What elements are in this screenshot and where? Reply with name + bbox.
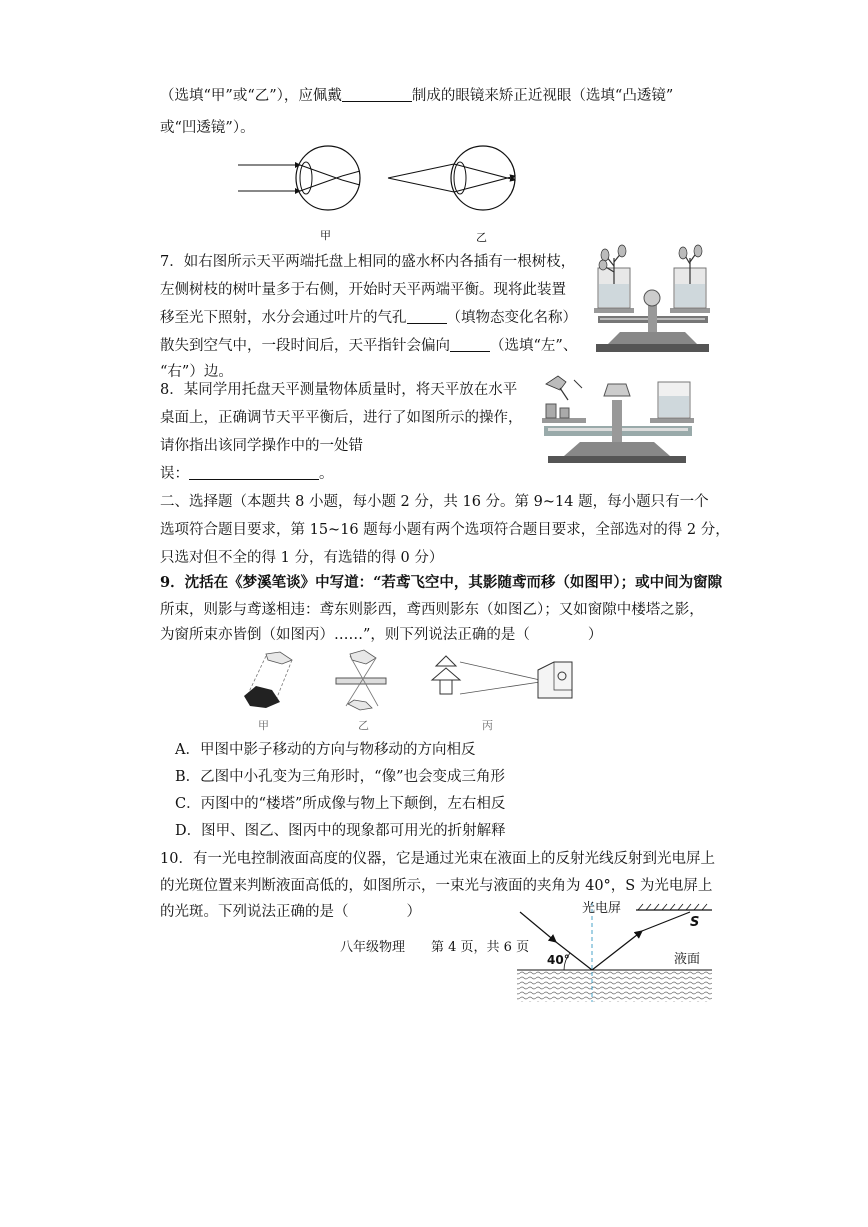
eye-yi xyxy=(388,146,515,210)
kite-shadow-svg xyxy=(236,648,596,718)
fig-bing xyxy=(432,656,572,698)
q8-line3: 请你指出该同学操作中的一处错 xyxy=(160,438,363,454)
q9-line3: 为窗所束亦皆倒（如图丙）……”，则下列说法正确的是（ ） xyxy=(160,627,603,643)
q8-line4 xyxy=(160,464,334,484)
q10-liquid-label: 液面 xyxy=(674,952,701,967)
q9-line1: 9．沈括在《梦溪笔谈》中写道：“若鸢飞空中，其影随鸢而移（如图甲）；或中间为窗隙 xyxy=(160,574,723,591)
balance-operation-figure xyxy=(538,372,698,464)
q9-option-b[interactable]: B．乙图中小孔变为三角形时，“像”也会变成三角形 xyxy=(175,769,505,785)
q6-line2: 或“凹透镜”）。 xyxy=(160,120,255,136)
section2-line2: 选项符合题目要求，第 15~16 题每小题有两个选项符合题目要求，全部选对的得 2 分， xyxy=(160,522,730,538)
q9-label-bing: 丙 xyxy=(482,719,493,732)
q6-text-a: （选填“甲”或“乙”），应佩戴 xyxy=(160,88,342,104)
q6-blank[interactable] xyxy=(342,87,412,102)
balance-operation-svg xyxy=(538,372,698,464)
section2-line3: 只选对但不全的得 1 分，有选错的得 0 分） xyxy=(160,550,444,566)
fig-jia xyxy=(244,652,292,708)
eye-label-yi: 乙 xyxy=(476,231,487,244)
q9-line2: 所束，则影与鸢遂相违：鸢东则影西，鸢西则影东（如图乙）；又如窗隙中楼塔之影， xyxy=(160,602,704,618)
q10-angle-label: 40° xyxy=(547,953,570,967)
q6-line1 xyxy=(160,86,673,106)
screen-hatch xyxy=(638,904,707,910)
q9-label-jia: 甲 xyxy=(258,719,269,732)
q7-line3 xyxy=(160,308,577,328)
q7-line4 xyxy=(160,336,577,356)
balance-with-branches-figure xyxy=(590,244,715,354)
eye-label-jia: 甲 xyxy=(320,229,331,242)
q10-line2: 的光斑位置来判断液面高低的，如图所示，一束光与液面的夹角为 40°，S 为光电屏上 xyxy=(160,878,713,894)
q7-line1: 7．如右图所示天平两端托盘上相同的盛水杯内各插有一根树枝， xyxy=(160,254,576,270)
kite-shadow-figure xyxy=(236,648,596,718)
q7-text-4b: （选填“左”、 xyxy=(490,338,578,354)
q10-line3: 的光斑。下列说法正确的是（ ） xyxy=(160,904,421,920)
section2-line1: 二、选择题（本题共 8 小题，每小题 2 分，共 16 分。第 9~14 题，每小题只有一个 xyxy=(160,494,709,510)
q7-line2: 左侧树枝的树叶量多于右侧，开始时天平两端平衡。现将此装置 xyxy=(160,282,566,298)
eye-diagrams-svg xyxy=(238,140,538,240)
q10-spot-label: S xyxy=(690,915,700,930)
q7-text-4a: 散失到空气中，一段时间后，天平指针会偏向 xyxy=(160,338,450,354)
q8-text-4a: 误： xyxy=(160,466,189,482)
eye-figure xyxy=(238,140,538,240)
q10-line1: 10．有一光电控制液面高度的仪器，它是通过光束在液面上的反射光线反射到光电屏上 xyxy=(160,851,715,867)
q9-option-d[interactable]: D．图甲、图乙、图丙中的现象都可用光的折射解释 xyxy=(175,823,506,839)
q7-blank-2[interactable] xyxy=(450,337,490,352)
eye-jia xyxy=(238,146,360,210)
fig-yi xyxy=(336,650,386,710)
q7-blank-1[interactable] xyxy=(407,309,447,324)
q10-screen-label: 光电屏 xyxy=(582,901,622,916)
q8-blank[interactable] xyxy=(189,465,319,480)
q8-line1: 8．某同学用托盘天平测量物体质量时，将天平放在水平 xyxy=(160,382,518,398)
page-footer: 八年级物理 第 4 页，共 6 页 xyxy=(340,940,530,955)
q8-line2: 桌面上，正确调节天平平衡后，进行了如图所示的操作， xyxy=(160,410,523,426)
q8-text-4b: 。 xyxy=(319,466,334,482)
q7-text-3b: （填物态变化名称） xyxy=(446,310,577,326)
q9-label-yi: 乙 xyxy=(358,719,369,732)
q7-text-3a: 移至光下照射，水分会通过叶片的气孔 xyxy=(160,310,407,326)
q9-option-a[interactable]: A．甲图中影子移动的方向与物移动的方向相反 xyxy=(175,742,476,758)
q7-line5: “右”）边。 xyxy=(160,364,233,380)
balance-branches-svg xyxy=(590,244,715,354)
q6-text-b: 制成的眼镜来矫正近视眼（选填“凸透镜” xyxy=(411,88,674,104)
q9-option-c[interactable]: C．丙图中的“楼塔”所成像与物上下颠倒，左右相反 xyxy=(175,796,506,812)
